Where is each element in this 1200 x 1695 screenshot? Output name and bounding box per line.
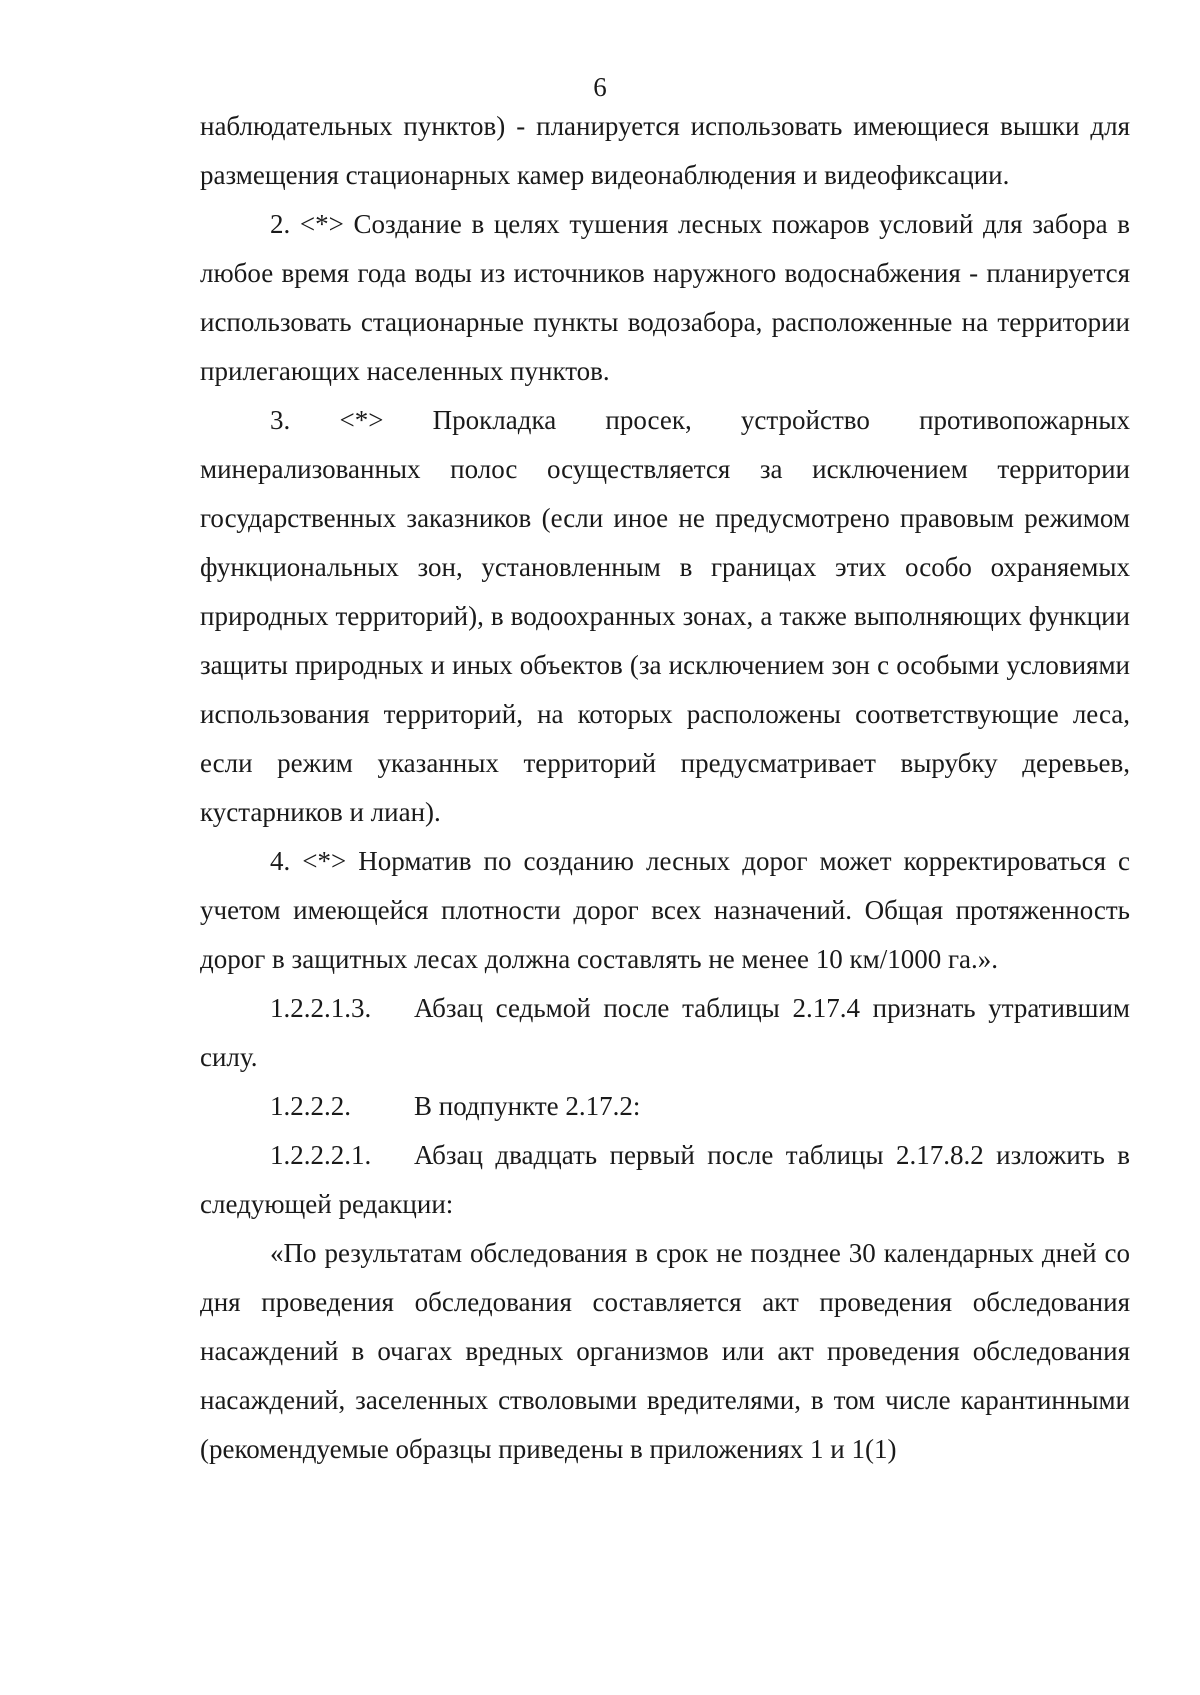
paragraph-note-3: 3. <*> Прокладка просек, устройство противопожарных минерализованных полос осуществляется за исключением территории государственных заказников (если иное не предусмотрено правовым режимом функциональных зон, установленным в границах этих особо охраняемых природных территорий), в водоохранных зонах, а также выполняющих функции защиты природных и иных объектов (за исключением зон с особыми условиями использования территорий, на которых расположены соответствующие леса, если режим указанных территорий предусматривает вырубку деревьев, кустарников и лиан). bbox=[200, 405, 1130, 827]
subclause-1-2-2-2 bbox=[200, 1082, 1130, 1131]
document-body bbox=[200, 102, 1130, 1474]
subclause-number: 1.2.2.1.3. bbox=[270, 993, 372, 1023]
paragraph-note-2: 2. <*> Создание в целях тушения лесных пожаров условий для забора в любое время года воды из источников наружного водоснабжения - планируется использовать стационарные пункты водозабора, расположенные на территории прилегающих населенных пунктов. bbox=[200, 209, 1130, 386]
paragraph-continuation: наблюдательных пунктов) - планируется использовать имеющиеся вышки для размещения стационарных камер видеонаблюдения и видеофиксации. bbox=[200, 111, 1130, 190]
subclause-text: Абзац седьмой после таблицы 2.17.4 признать утратившим силу. bbox=[200, 993, 1130, 1072]
subclause-text: Абзац двадцать первый после таблицы 2.17.8.2 изложить в следующей редакции: bbox=[200, 1140, 1130, 1219]
paragraph-note-4: 4. <*> Норматив по созданию лесных дорог может корректироваться с учетом имеющейся плотности дорог всех назначений. Общая протяженность дорог в защитных лесах должна составлять не менее 10 км/1000 га.». bbox=[200, 846, 1130, 974]
page-number: 6 bbox=[593, 72, 607, 102]
subclause-text: В подпункте 2.17.2: bbox=[414, 1091, 641, 1121]
paragraph-quoted-text: «По результатам обследования в срок не позднее 30 календарных дней со дня проведения обследования составляется акт проведения обследования насаждений в очагах вредных организмов или акт проведения обследования насаждений, заселенных стволовыми вредителями, в том числе карантинными (рекомендуемые образцы приведены в приложениях 1 и 1(1) bbox=[200, 1238, 1130, 1464]
subclause-number: 1.2.2.2. bbox=[270, 1091, 351, 1121]
subclause-1-2-2-2-1 bbox=[200, 1131, 1130, 1229]
subclause-1-2-2-1-3 bbox=[200, 984, 1130, 1082]
subclause-number: 1.2.2.2.1. bbox=[270, 1140, 372, 1170]
